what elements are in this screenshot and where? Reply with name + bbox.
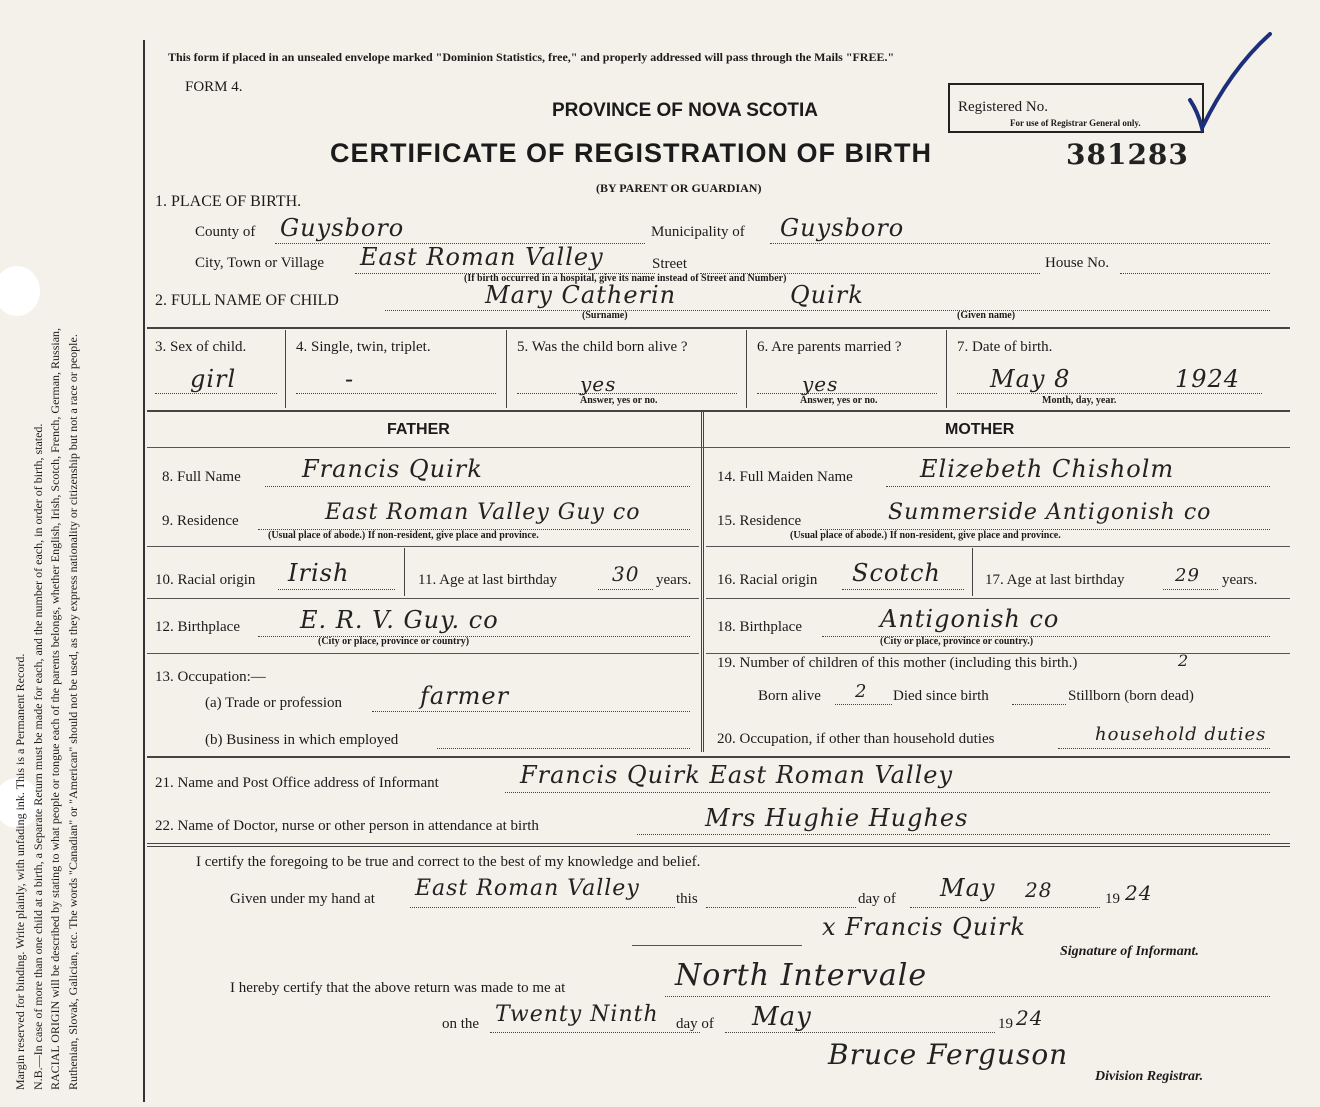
given-month-line (910, 907, 1100, 908)
father-racial-label: 10. Racial origin (155, 572, 256, 588)
mother-occupation: household duties (1095, 724, 1267, 745)
given-year-prefix: 19 (1105, 891, 1120, 907)
father-residence-label: 9. Residence (162, 513, 239, 529)
mother-name-label: 14. Full Maiden Name (717, 469, 853, 485)
registration-number: 381283 (1066, 138, 1189, 171)
rule-2 (147, 410, 1290, 412)
dob-month-day: May 8 (990, 365, 1071, 393)
row3-divider-2 (506, 330, 507, 408)
married-note: Answer, yes or no. (800, 395, 878, 406)
given-day-of: day of (858, 891, 896, 907)
rule-5 (147, 843, 1290, 847)
born-alive-label: Born alive (758, 688, 821, 704)
father-heading: FATHER (387, 421, 450, 438)
certificate-title: CERTIFICATE OF REGISTRATION OF BIRTH (330, 138, 932, 168)
rule-f3 (147, 653, 699, 654)
occupation-label: 13. Occupation:— (155, 669, 266, 685)
registrar-month-line (725, 1032, 995, 1033)
mother-occupation-label: 20. Occupation, if other than household duties (717, 731, 995, 747)
surname-note: (Surname) (582, 310, 628, 321)
informant-signature-caption: Signature of Informant. (1060, 944, 1199, 959)
registered-label: Registered No. (958, 99, 1048, 115)
attendant-line (637, 834, 1270, 835)
mother-age-line (1163, 589, 1218, 590)
mother-birthplace-note: (City or place, province or country.) (880, 636, 1034, 647)
mother-name: Elizebeth Chisholm (920, 455, 1175, 483)
county-value: Guysboro (280, 214, 405, 242)
child-given-name: Mary Catherin (485, 281, 677, 309)
row3-divider-1 (285, 330, 286, 408)
signature-rule (632, 945, 802, 946)
dob-label: 7. Date of birth. (957, 339, 1053, 355)
died-label: Died since birth (893, 688, 989, 704)
attendant-label: 22. Name of Doctor, nurse or other person in attendance at birth (155, 818, 539, 834)
registrar-day-line (490, 1032, 700, 1033)
registrar-on-the: on the (442, 1016, 480, 1032)
province-heading: PROVINCE OF NOVA SCOTIA (552, 100, 819, 121)
given-this: this (676, 891, 698, 907)
municipality-label: Municipality of (651, 224, 745, 240)
row3-divider-4 (946, 330, 947, 408)
father-birthplace-label: 12. Birthplace (155, 619, 240, 635)
registrar-month: May (752, 1002, 812, 1032)
child-name-line (385, 310, 1270, 311)
father-name: Francis Quirk (302, 455, 483, 483)
margin-instructions (12, 30, 82, 1090)
registrar-year-suffix: 24 (1016, 1006, 1044, 1030)
multiple-label: 4. Single, twin, triplet. (296, 339, 431, 355)
house-line (1120, 273, 1270, 274)
mother-residence-label: 15. Residence (717, 513, 802, 529)
mother-heading: MOTHER (945, 421, 1015, 438)
mother-birthplace-label: 18. Birthplace (717, 619, 802, 635)
registrar-signature: Bruce Ferguson (828, 1038, 1069, 1071)
given-year-suffix: 24 (1125, 881, 1153, 905)
given-month: May (940, 874, 996, 902)
born-alive-value: 2 (855, 681, 868, 702)
given-place: East Roman Valley (415, 876, 640, 901)
sex-label: 3. Sex of child. (155, 339, 247, 355)
alive-value: yes (580, 372, 617, 396)
margin-line-3: RACIAL ORIGIN will be described by stating to what people or tongue each of the parents belongs, whether English, Irish, Scotch, French, German, Russian, (48, 327, 62, 1090)
father-years: years. (656, 572, 692, 588)
died-line (1012, 704, 1066, 705)
mother-residence-note: (Usual place of abode.) If non-resident, give place and province. (790, 530, 1061, 541)
registrar-day-of: day of (676, 1016, 714, 1032)
rule-m2 (706, 598, 1290, 599)
registrar-day: Twenty Ninth (495, 1002, 659, 1027)
row3-divider-3 (746, 330, 747, 408)
hospital-note: (If birth occurred in a hospital, give its name instead of Street and Number) (464, 273, 787, 284)
rule-f2 (147, 598, 699, 599)
married-label: 6. Are parents married ? (757, 339, 902, 355)
certificate-subtitle: (BY PARENT OR GUARDIAN) (596, 181, 762, 195)
dob-line (957, 393, 1262, 394)
rule-1 (147, 327, 1290, 329)
city-label: City, Town or Village (195, 255, 325, 271)
mother-years: years. (1222, 572, 1258, 588)
father-row-divider (404, 548, 405, 596)
trade-label: (a) Trade or profession (205, 695, 343, 711)
informant-line (505, 792, 1270, 793)
trade-value: farmer (420, 682, 510, 710)
child-surname: Quirk (790, 281, 864, 309)
father-age-line (598, 589, 653, 590)
mother-racial-label: 16. Racial origin (717, 572, 818, 588)
certify-statement: I certify the foregoing to be true and correct to the best of my knowledge and belief. (196, 854, 701, 870)
city-value: East Roman Valley (360, 243, 604, 271)
dob-year: 1924 (1175, 365, 1241, 393)
mother-birthplace: Antigonish co (880, 605, 1060, 633)
house-label: House No. (1045, 255, 1110, 271)
father-residence: East Roman Valley Guy co (325, 500, 641, 525)
attendant-value: Mrs Hughie Hughes (705, 804, 969, 832)
father-birthplace-note: (City or place, province or country) (318, 636, 470, 647)
business-line (437, 748, 690, 749)
registrar-year-prefix: 19 (998, 1016, 1013, 1032)
mother-name-line (886, 486, 1270, 487)
given-day: 28 (1025, 878, 1053, 902)
mother-row-divider (972, 548, 973, 596)
margin-line-2: N.B.—In case of more than one child at a birth, a Separate Return must be made for each, and the number of each, in order of birth, stated. (30, 423, 45, 1090)
informant-signature: x Francis Quirk (822, 913, 1026, 941)
father-racial: Irish (288, 559, 350, 587)
informant-value: Francis Quirk East Roman Valley (520, 761, 954, 789)
mother-racial-line (842, 589, 964, 590)
married-value: yes (802, 372, 839, 396)
municipality-line (770, 243, 1270, 244)
trade-line (372, 711, 690, 712)
rule-4 (147, 756, 1290, 758)
father-racial-line (278, 589, 395, 590)
child-name-label: 2. FULL NAME OF CHILD (155, 292, 339, 309)
mother-age: 29 (1175, 565, 1200, 586)
registrar-place: North Intervale (675, 958, 928, 993)
children-value: 2 (1178, 651, 1190, 670)
given-place-line (410, 907, 675, 908)
check-mark-icon (1150, 30, 1280, 140)
registrar-caption: Division Registrar. (1095, 1069, 1204, 1084)
mother-age-label: 17. Age at last birthday (985, 572, 1125, 588)
form-number: FORM 4. (185, 79, 243, 95)
father-name-line (265, 486, 690, 487)
alive-label: 5. Was the child born alive ? (517, 339, 688, 355)
mother-occupation-line (1058, 748, 1270, 749)
dob-note: Month, day, year. (1042, 395, 1117, 406)
rule-m1 (706, 546, 1290, 547)
mother-residence: Summerside Antigonish co (888, 500, 1212, 525)
multiple-line (296, 393, 496, 394)
multiple-value: - (345, 365, 355, 393)
rule-m3 (706, 653, 1290, 654)
married-line (757, 393, 937, 394)
mother-racial: Scotch (852, 559, 941, 587)
alive-line (517, 393, 737, 394)
born-alive-line (835, 704, 892, 705)
margin-line-4: Ruthenian, Slovak, Galician, etc. The words "Canadian" or "American" should not be used, as they express nationality or citizenship but not a race or people. (65, 334, 80, 1090)
rule-f1 (147, 546, 699, 547)
registrar-note: For use of Registrar General only. (1010, 118, 1141, 128)
business-label: (b) Business in which employed (205, 732, 399, 748)
sex-value: girl (190, 365, 237, 393)
registrar-statement: I hereby certify that the above return was made to me at (230, 980, 566, 996)
sex-line (155, 393, 277, 394)
alive-note: Answer, yes or no. (580, 395, 658, 406)
father-name-label: 8. Full Name (162, 469, 241, 485)
municipality-value: Guysboro (780, 214, 905, 242)
center-divider (701, 412, 704, 752)
father-age: 30 (612, 562, 640, 586)
father-birthplace: E. R. V. Guy. co (300, 606, 499, 634)
rule-3 (147, 447, 1290, 448)
given-label: Given under my hand at (230, 891, 375, 907)
given-name-note: (Given name) (957, 310, 1016, 321)
margin-rule (143, 40, 145, 1102)
informant-label: 21. Name and Post Office address of Informant (155, 775, 439, 791)
margin-line-1: Margin reserved for binding. Write plainly, with unfading ink. This is a Permanent Record. (13, 653, 27, 1090)
children-label: 19. Number of children of this mother (including this birth.) (717, 655, 1078, 671)
stillborn-label: Stillborn (born dead) (1068, 688, 1194, 704)
place-of-birth-heading: 1. PLACE OF BIRTH. (155, 193, 302, 210)
father-age-label: 11. Age at last birthday (418, 572, 557, 588)
street-label: Street (652, 256, 687, 272)
given-this-line (706, 907, 856, 908)
registrar-place-line (665, 996, 1270, 997)
father-residence-note: (Usual place of abode.) If non-resident, give place and province. (268, 530, 539, 541)
mail-notice: This form if placed in an unsealed envelope marked "Dominion Statistics, free," and properly addressed will pass through the Mails "FREE." (168, 50, 895, 64)
county-label: County of (195, 224, 256, 240)
